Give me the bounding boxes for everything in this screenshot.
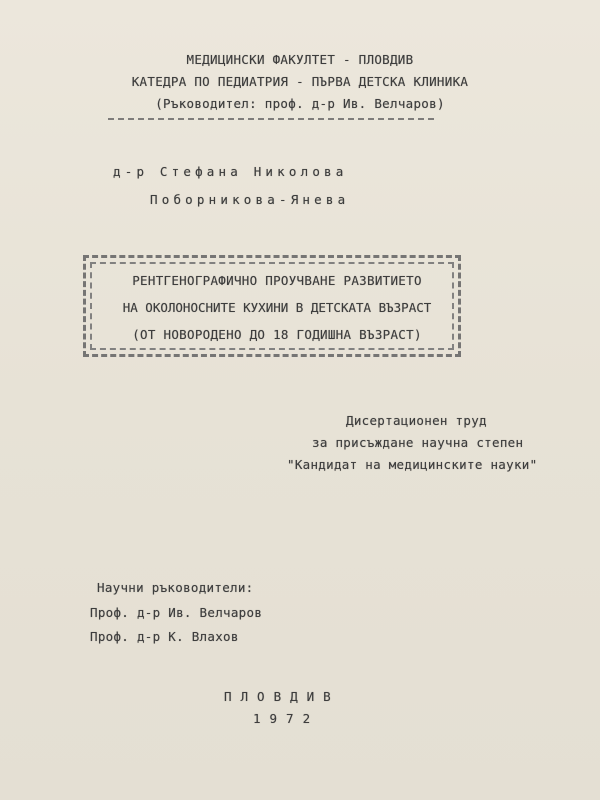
- author-surname: Поборникова-Янева: [150, 192, 350, 207]
- degree-purpose: за присъждане научна степен: [312, 435, 524, 450]
- city-name: ПЛОВДИВ: [224, 689, 340, 704]
- supervisors-heading: Научни ръководители:: [97, 580, 254, 595]
- year: 1972: [253, 711, 320, 726]
- header-divider: [108, 118, 434, 120]
- faculty-heading: МЕДИЦИНСКИ ФАКУЛТЕТ - ПЛОВДИВ: [186, 52, 414, 67]
- dissertation-type: Дисертационен труд: [346, 413, 487, 428]
- supervisor-second: Проф. д-р К. Влахов: [90, 629, 239, 644]
- degree-name: "Кандидат на медицинските науки": [287, 457, 538, 472]
- dissertation-title-line3: (ОТ НОВОРОДЕНО ДО 18 ГОДИШНА ВЪЗРАСТ): [132, 327, 422, 342]
- department-heading: КАТЕДРА ПО ПЕДИАТРИЯ - ПЪРВА ДЕТСКА КЛИНИКА: [131, 74, 469, 89]
- dissertation-title-line2: НА ОКОЛОНОСНИТЕ КУХИНИ В ДЕТСКАТА ВЪЗРАСТ: [122, 300, 432, 315]
- dissertation-title-line1: РЕНТГЕНОГРАФИЧНО ПРОУЧВАНЕ РАЗВИТИЕТО: [132, 273, 422, 288]
- department-head-note: (Ръководител: проф. д-р Ив. Велчаров): [155, 96, 445, 111]
- author-name: д-р Стефана Николова: [113, 164, 348, 179]
- supervisor-first: Проф. д-р Ив. Велчаров: [90, 605, 263, 620]
